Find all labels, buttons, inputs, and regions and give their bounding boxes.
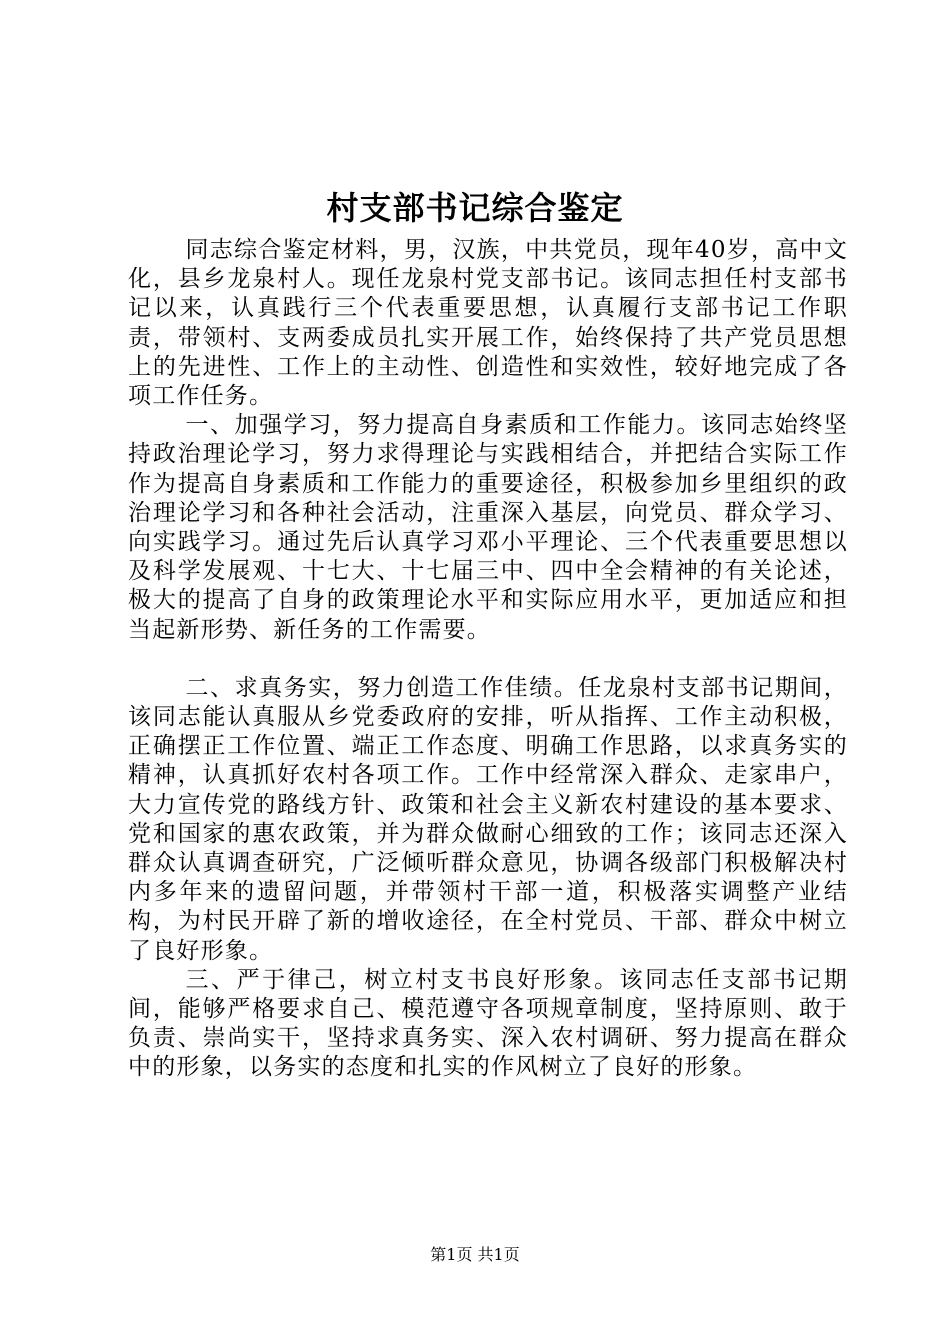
paragraph-section-2: 二、求真务实，努力创造工作佳绩。任龙泉村支部书记期间，该同志能认真服从乡党委政府的安排，听从指挥、工作主动积极，正确摆正工作位置、端正工作态度、明确工作思路，以求真务实的精神，认真抓好农村各项工作。工作中经常深入群众、走家串户，大力宣传党的路线方针、政策和社会主义新农村建设的基本要求、党和国家的惠农政策，并为群众做耐心细致的工作；该同志还深入群众认真调查研究，广泛倾听群众意见，协调各级部门积极解决村内多年来的遗留问题，并带领村干部一道，积极落实调整产业结构，为村民开辟了新的增收途径，在全村党员、干部、群众中树立了良好形象。 [128,674,848,964]
document-body [128,236,848,1083]
page-footer: 第1页 共1页 [430,1245,520,1264]
paragraph-intro: 同志综合鉴定材料，男，汉族，中共党员，现年40岁，高中文化，县乡龙泉村人。现任龙泉村党支部书记。该同志担任村支部书记以来，认真践行三个代表重要思想，认真履行支部书记工作职责，带领村、支两委成员扎实开展工作，始终保持了共产党员思想上的先进性、工作上的主动性、创造性和实效性，较好地完成了各项工作任务。 [128,237,848,410]
document-title: 村支部书记综合鉴定 [326,189,624,227]
paragraph-section-1: 一、加强学习，努力提高自身素质和工作能力。该同志始终坚持政治理论学习，努力求得理论与实践相结合，并把结合实际工作作为提高自身素质和工作能力的重要途径，积极参加乡里组织的政治理论学习和各种社会活动，注重深入基层，向党员、群众学习、向实践学习。通过先后认真学习邓小平理论、三个代表重要思想以及科学发展观、十七大、十七届三中、四中全会精神的有关论述，极大的提高了自身的政策理论水平和实际应用水平，更加适应和担当起新形势、新任务的工作需要。 [128,412,848,643]
paragraph-section-3: 三、严于律己，树立村支书良好形象。该同志任支部书记期间，能够严格要求自己、模范遵守各项规章制度，坚持原则、敢于负责、崇尚实干，坚持求真务实、深入农村调研、努力提高在群众中的形象，以务实的态度和扎实的作风树立了良好的形象。 [128,966,848,1081]
